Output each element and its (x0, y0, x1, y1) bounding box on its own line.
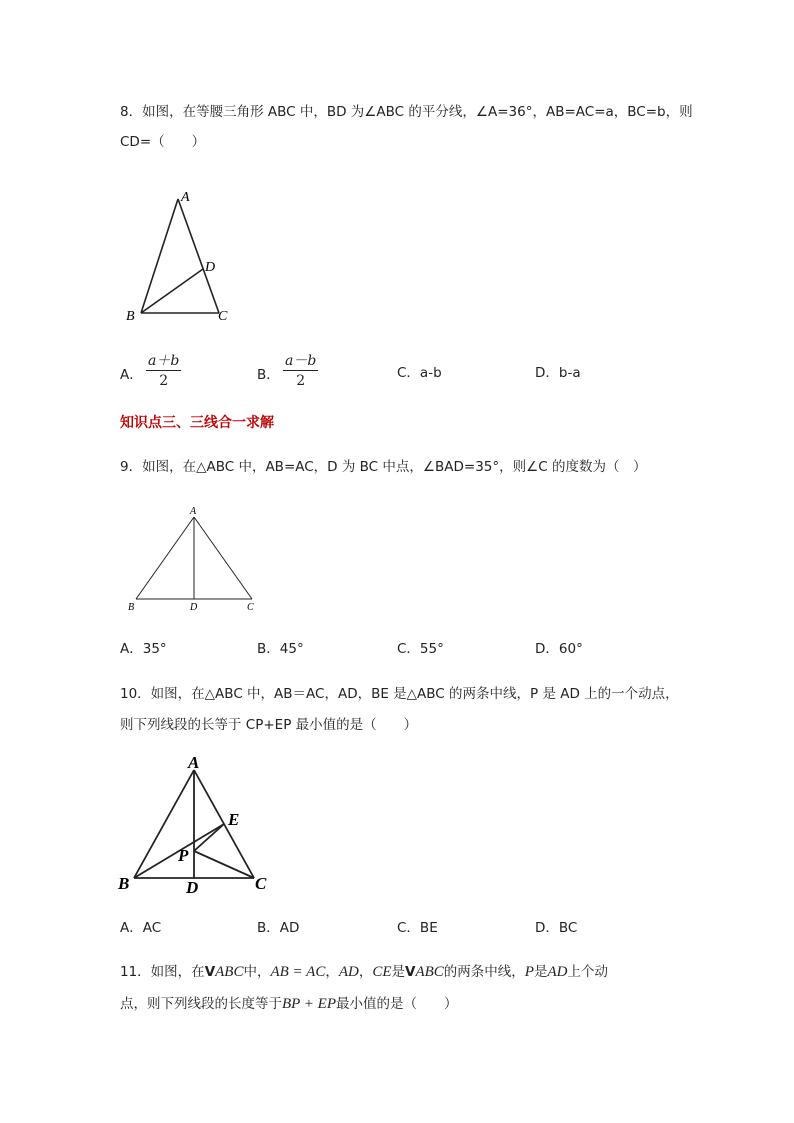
q11-stem-line1 (120, 962, 608, 982)
q11-prefix: 11．如图，在 (120, 964, 205, 980)
q8-label-d: D (205, 260, 216, 275)
q10-stem-line1: 10．如图，在△ABC 中，AB＝AC，AD，BE 是△ABC 的两条中线，P 是 AD 上的一个动点， (120, 686, 679, 702)
q10-label-b: B (118, 874, 130, 893)
q9-option-a[interactable]: A．35° (120, 641, 167, 657)
q11-p: P (524, 964, 534, 980)
q11-sep1: ， (325, 964, 339, 980)
q11-line2-pre: 点，则下列线段的长度等于 (120, 996, 282, 1012)
q8-option-c[interactable]: C．a-b (397, 365, 442, 381)
q11-line2-end: 最小值的是（ ） (336, 996, 458, 1012)
q8-option-b-label[interactable]: B． (257, 367, 280, 383)
q11-eq: AB = AC (270, 964, 326, 980)
q10-segment-pe (194, 824, 224, 851)
q9-stem-line1: 9．如图，在△ABC 中，AB=AC，D 为 BC 中点，∠BAD=35°，则∠C 的度数为（ ） (120, 459, 647, 475)
q11-mid1: 中， (243, 964, 271, 980)
triangle-symbol-icon: V (405, 964, 416, 980)
q10-option-a[interactable]: A．AC (120, 920, 162, 936)
q11-mid2: 是 (391, 964, 405, 980)
q11-mid4: 是 (533, 964, 548, 980)
section-heading: 知识点三、三线合一求解 (120, 415, 274, 431)
q11-abc: ABC (215, 964, 244, 980)
q11-end1: 上个动 (567, 964, 608, 980)
q8-label-b: B (126, 309, 135, 324)
q8-label-c: C (218, 309, 228, 324)
q10-option-c[interactable]: C．BE (397, 920, 438, 936)
q10-label-d: D (186, 878, 199, 897)
q8-option-a-numerator: a＋b (148, 353, 180, 369)
q8-option-b-denominator: 2 (296, 373, 306, 389)
q8-option-b-numerator: a－b (285, 353, 317, 369)
q8-option-d[interactable]: D．b-a (535, 365, 581, 381)
q10-segment-pc (194, 851, 254, 878)
q11-abc2: ABC (415, 964, 444, 980)
q11-ad: AD (338, 964, 359, 980)
q10-stem-line2: 则下列线段的长等于 CP+EP 最小值的是（ ） (120, 717, 418, 733)
q11-expr: BP + EP (282, 996, 337, 1012)
q10-label-e: E (228, 810, 240, 829)
triangle-symbol-icon: V (204, 964, 216, 980)
q11-stem-line2 (120, 994, 458, 1014)
q9-label-a: A (190, 506, 197, 517)
q10-label-c: C (255, 874, 267, 893)
q11-ad2: AD (547, 964, 568, 980)
q10-label-p: P (178, 846, 189, 865)
q8-label-a: A (181, 190, 190, 205)
q10-option-d[interactable]: D．BC (535, 920, 578, 936)
q10-option-b[interactable]: B．AD (257, 920, 300, 936)
q11-mid3: 的两条中线， (443, 964, 525, 980)
q9-option-c[interactable]: C．55° (397, 641, 444, 657)
q9-option-b[interactable]: B．45° (257, 641, 304, 657)
q10-label-a: A (188, 753, 200, 772)
q8-option-a-label[interactable]: A． (120, 367, 143, 383)
q11-ce: CE (372, 964, 392, 980)
q8-option-a-denominator: 2 (159, 373, 169, 389)
q11-sep2: ， (358, 964, 373, 980)
q9-option-d[interactable]: D．60° (535, 641, 583, 657)
q9-label-c: C (247, 602, 254, 613)
q8-stem-line2: CD=（ ） (120, 134, 206, 150)
q9-label-d: D (190, 602, 198, 613)
q8-stem-line1: 8．如图，在等腰三角形 ABC 中，BD 为∠ABC 的平分线，∠A=36°，AB=AC=a，BC=b，则 (120, 104, 693, 120)
q9-label-b: B (128, 602, 135, 613)
